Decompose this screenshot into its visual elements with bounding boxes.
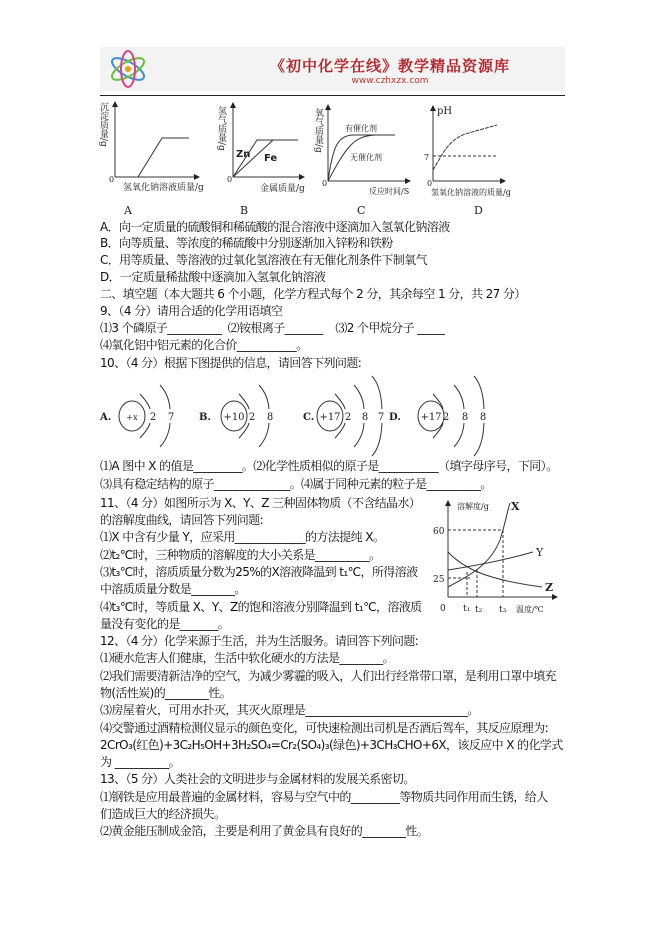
option-a: A．向一定质量的硫酸铜和稀硫酸的混合溶液中逐滴加入氢氧化钠溶液	[100, 220, 450, 234]
shell-electron-count: 2	[248, 412, 256, 423]
shell-electron-count: 8	[461, 412, 469, 423]
q12-part-3: ⑶房屋着火，可用水扑灭，其灭火原理是______________________________。	[100, 703, 479, 717]
nucleus-charge: +17	[319, 412, 341, 423]
graph-b-origin: 0	[227, 175, 233, 184]
shell-electron-count: 2	[149, 412, 157, 423]
q9-heading: 9、（4 分）请用合适的化学用语填空	[100, 304, 283, 318]
solubility-xtick-t1: t₁	[463, 604, 471, 614]
solubility-label-x: X	[511, 500, 520, 513]
graph-a	[115, 102, 199, 177]
electron-shell-arc	[474, 376, 484, 409]
section-2-heading: 二、填空题（本大题共 6 个小题，化学方程式每个 2 分，其余每空 1 分，共 27 分）	[100, 287, 526, 301]
nucleus-charge: +x	[126, 413, 138, 422]
graph-a-letter: A	[124, 204, 132, 217]
electron-shell-arc	[354, 385, 364, 409]
solubility-ytick-60: 60	[433, 527, 445, 537]
solubility-curve-z	[448, 552, 542, 587]
solubility-xlabel: 温度/℃	[516, 605, 544, 614]
graph-b	[233, 103, 304, 177]
graph-c-origin: 0	[322, 179, 328, 188]
q11-part-3-cont: 中溶质质量分数是________。	[100, 582, 246, 596]
graph-c-xlabel: 反应时间/S	[369, 187, 410, 196]
banner-title: 《初中化学在线》教学精品资源库	[269, 57, 510, 75]
graph-c-catalyst-label: 有催化剂	[345, 124, 377, 133]
q11-part-1: ⑴X 中含有少量 Y，应采用_____________的方法提纯 X。	[100, 530, 385, 544]
graph-b-xlabel: 金属质量/g	[260, 184, 305, 194]
option-b: B．向等质量、等浓度的稀硫酸中分别逐渐加入锌粉和铁粉	[100, 236, 393, 250]
graph-d-origin: 0	[427, 179, 433, 188]
electron-shell-arc	[474, 423, 484, 456]
solubility-curve-x	[448, 503, 510, 587]
graph-d-letter: D	[474, 204, 483, 217]
q12-part-4: ⑷交警通过酒精检测仪显示的颜色变化，可快速检测出司机是否酒后驾车，其反应原理为:	[100, 721, 549, 735]
electron-shell-arc	[160, 385, 170, 409]
shell-electron-count: 2	[344, 412, 352, 423]
solubility-origin: 0	[440, 604, 446, 614]
solubility-xtick-t2: t₂	[475, 605, 483, 615]
atom-label: D.	[389, 412, 401, 423]
electron-shell-arc	[259, 385, 269, 409]
graph-d-ref-7: 7	[424, 153, 430, 162]
q10-heading: 10、（4 分）根据下图提供的信息，请回答下列问题:	[100, 356, 362, 370]
q13-part-1: ⑴钢铁是应用最普遍的金属材料，容易与空气中的_________等物质共同作用而生锈，给人	[100, 790, 548, 804]
shell-electron-count: 8	[479, 412, 487, 423]
graph-b-fe-label: Fe	[264, 153, 278, 164]
electron-shell-arc	[454, 423, 464, 447]
electron-shell-arc	[354, 423, 364, 447]
solubility-label-z: Z	[545, 581, 554, 594]
q9-blanks-1-3: ⑴3 个磷原子__________ ⑵铵根离子_______ ⑶2 个甲烷分子 _____	[100, 321, 445, 335]
electron-shell-arc	[140, 423, 150, 438]
q11-part-3: ⑶t₃℃时，溶质质量分数为25%的X溶液降温到 t₁℃，所得溶液	[100, 565, 418, 579]
q10-blanks-1-2: ⑴A 图中 X 的值是_________。⑵化学性质相似的原子是___________（填字母序号，下同）。	[100, 459, 558, 473]
solubility-curve-y	[448, 552, 533, 570]
banner-url: www.czhxzx.com	[351, 76, 429, 86]
atom-label: C.	[303, 412, 315, 423]
solubility-ytick-25: 25	[433, 575, 445, 585]
q11-part-4-cont: 量没有变化的是_______。	[100, 617, 230, 631]
q13-part-2: ⑵黄金能压制成金箔，主要是利用了黄金具有良好的________性。	[100, 824, 429, 838]
q12-heading: 12、（4 分）化学来源于生活，并为生活服务。请回答下列问题:	[100, 634, 419, 648]
shell-electron-count: 7	[167, 412, 175, 423]
solubility-label-y: Y	[536, 546, 544, 559]
solubility-xtick-t3: t₃	[499, 605, 507, 615]
q12-part-2: ⑵我们需要清新洁净的空气，为减少雾霾的吸入，人们出行经常带口罩，是利用口罩中填充	[100, 669, 557, 683]
q13-part-1-cont: 们造成巨大的经济损失。	[100, 807, 226, 821]
graph-d-ylabel: pH	[437, 106, 453, 117]
q11-heading: 11、（4 分）如图所示为 X、Y、Z 三种固体物质（不含结晶水）	[100, 496, 421, 510]
graph-a-origin: 0	[109, 175, 115, 184]
electron-shell-arc	[140, 394, 150, 409]
q11-part-2: ⑵t₂℃时，三种物质的溶解度的大小关系是__________。	[100, 548, 381, 562]
q12-equation: 2CrO₃(红色)+3C₂H₅OH+3H₂SO₄=Cr₂(SO₄)₃(绿色)+3CH₃CHO+6X，该反应中 X 的化学式	[100, 738, 563, 752]
solubility-ylabel: 溶解度/g	[457, 502, 489, 511]
nucleus-charge: +17	[420, 412, 442, 423]
atom-label: B.	[199, 412, 211, 423]
graph-b-letter: B	[240, 204, 249, 217]
graph-b-ylabel: 氢气质量/g	[216, 106, 226, 151]
graph-d-xlabel: 氢氧化钠溶液的质量/g	[431, 188, 511, 197]
shell-electron-count: 8	[266, 412, 274, 423]
atom-label: A.	[100, 412, 112, 423]
shell-electron-count: 8	[361, 412, 369, 423]
shell-electron-count: 2	[442, 412, 450, 423]
graph-c-letter: C	[357, 204, 366, 217]
nucleus-charge: +10	[223, 412, 245, 423]
graph-d-curve	[433, 125, 497, 170]
q9-blank-4: ⑷氧化铝中铝元素的化合价___________。	[100, 338, 308, 352]
q12-part-2-cont: 物(活性炭)的________性。	[100, 686, 232, 700]
electron-shell-arc	[160, 423, 170, 447]
q13-heading: 13、（5 分）人类社会的文明进步与金属材料的发展关系密切。	[100, 772, 415, 786]
atom-diagrams	[99, 376, 486, 456]
option-c: C．用等质量、等溶液的过氧化氢溶液在有无催化剂条件下制氧气	[100, 253, 427, 267]
electron-shell-arc	[372, 423, 382, 456]
electron-shell-arc	[259, 423, 269, 447]
q10-blanks-3-4: ⑶具有稳定结构的原子______________。⑷属于同种元素的粒子是__________。	[100, 477, 492, 491]
graph-a-xlabel: 氢氧化钠溶液质量/g	[123, 183, 204, 193]
electron-shell-arc	[372, 376, 382, 409]
graph-a-curve	[138, 138, 189, 177]
graph-c	[328, 105, 410, 181]
graph-a-ylabel: 沉淀质量/g	[98, 102, 108, 147]
q12-part-4-cont: 为 __________。	[100, 755, 181, 769]
graph-c-no-catalyst-label: 无催化剂	[350, 153, 382, 162]
graph-c-ylabel: 氧气质量/g	[313, 108, 323, 153]
electron-shell-arc	[454, 385, 464, 409]
q11-part-4: ⑷t₃℃时，等质量 X、Y、Z的饱和溶液分别降温到 t₁℃，溶液质	[100, 600, 422, 614]
q11-heading-cont: 的溶解度曲线，请回答下列问题:	[100, 513, 264, 527]
graph-d	[433, 106, 505, 181]
shell-electron-count: 7	[377, 412, 385, 423]
q12-part-1: ⑴硬水危害人们健康，生活中软化硬水的方法是________。	[100, 651, 395, 665]
option-d: D．一定质量稀盐酸中逐滴加入氢氧化钠溶液	[100, 270, 326, 284]
graph-b-zn-label: Zn	[236, 149, 251, 160]
